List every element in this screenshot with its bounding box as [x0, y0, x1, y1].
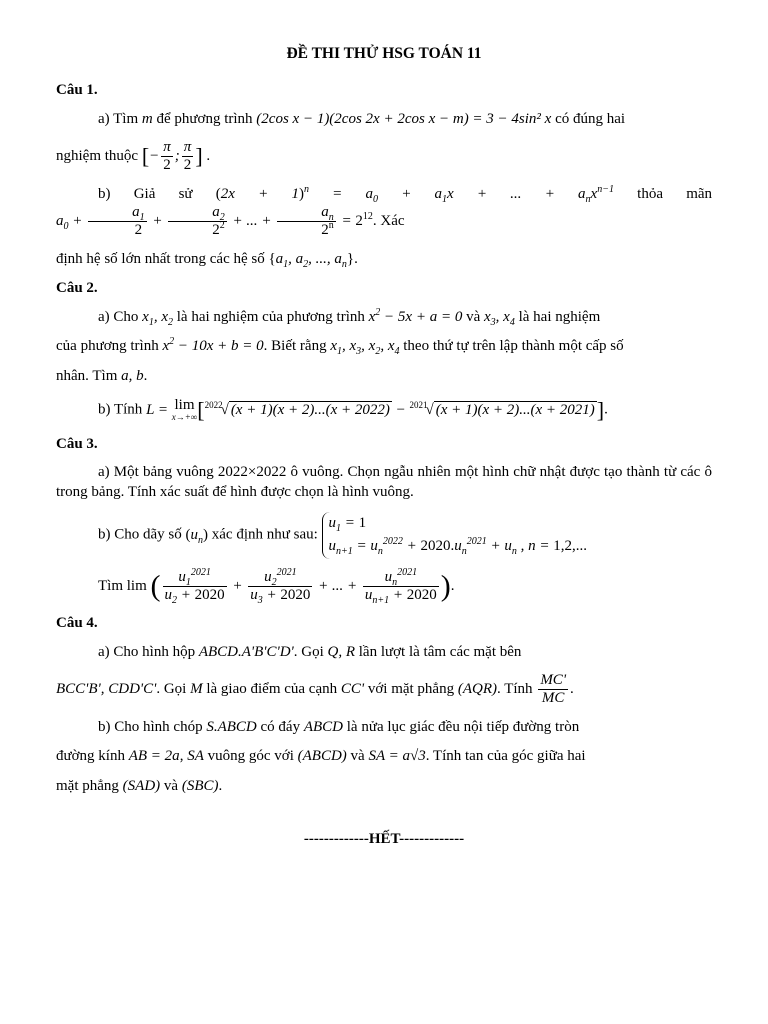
q4b-plane-sad: (SAD) — [122, 777, 161, 794]
q2a-text-mid2: và — [462, 308, 484, 325]
q4b-base-plane: (ABCD) — [297, 748, 347, 765]
q4a-line2-end: . — [570, 681, 574, 698]
q1a-equation: (2cos x − 1)(2cos 2x + 2cos x − m) = 3 − 4sin² x — [256, 110, 552, 127]
question-2b — [56, 396, 712, 425]
q4b-diameter: AB = 2a — [128, 748, 180, 765]
question-4a — [56, 643, 712, 663]
question-1a — [56, 110, 712, 130]
q4a-line2-mid3: với mặt phẳng — [364, 681, 458, 698]
q1b-text-mid: thỏa mãn — [637, 185, 713, 202]
q3b-text-start: b) Cho dãy số — [98, 526, 186, 543]
q1b-text-start: b) Giả sử — [98, 185, 216, 202]
q2a-text-start: a) Cho — [98, 308, 143, 325]
q3b-initial-term: $u_1 = 1$ — [328, 515, 367, 535]
q4a-point-m: M — [190, 681, 203, 698]
question-4-heading: Câu 4. — [56, 615, 98, 632]
q2a-line2-mid: . Biết rằng — [263, 338, 331, 355]
q4b-base: ABCD — [303, 718, 343, 735]
q1a-variable: m — [141, 110, 153, 127]
question-3b — [56, 512, 712, 559]
question-1a-line2 — [56, 139, 712, 175]
question-2a — [56, 308, 712, 328]
q3b-recurrence-system — [322, 512, 588, 559]
question-3a: a) Một bảng vuông 2022×2022 ô vuông. Chọn ngẫu nhiên một hình chữ nhật được tạo thành từ các ô trong bảng. Tính xác suất để hình được chọn là hình vuông. — [56, 464, 712, 500]
q4a-text-mid: . Gọi — [293, 643, 328, 660]
q3b-limit-expression: ( $\frac{u_1^{2021}}{u_2 + 2020}$ + $\frac{u_2^{2021}}{u_3 + 2020}$ + ... + $\frac{u_n^{2021}}{u_{n+1} + 2020}$ ) — [150, 566, 451, 606]
q2a-roots-1: $x_1$, $x_2$ — [142, 308, 174, 328]
question-1-heading: Câu 1. — [56, 82, 98, 99]
q3b-sequence: $(u_n)$ — [185, 526, 208, 546]
q2a-roots-2: $x_3$, $x_4$ — [484, 308, 515, 328]
q1a-text-end: có đúng hai — [551, 110, 626, 127]
q1b-expansion: $(2x + 1)^n = a_0 + a_1x$ + ... + $a_nx^{n-1}$ — [215, 183, 614, 205]
q4b-line2-end: . Tính tan của góc giữa hai — [425, 748, 586, 765]
exam-title: ĐỀ THI THỬ HSG TOÁN 11 — [286, 45, 482, 62]
q1a-interval: [− $\frac{\pi}{2}$ ; $\frac{\pi}{2}$ ] — [141, 139, 203, 174]
q4b-text-mid1: có đáy — [256, 718, 304, 735]
q4b-line2-mid2: vuông góc với — [203, 748, 298, 765]
q4b-text-start: b) Cho hình chóp — [98, 718, 207, 735]
question-3b-find — [56, 566, 712, 606]
q4b-pyramid: S.ABCD — [206, 718, 257, 735]
q4b-line2-mid1: , — [179, 748, 188, 765]
q2a-find-vars: a, b — [121, 367, 144, 384]
q4b-edge-sa: SA — [187, 748, 204, 765]
q4a-line2-mid2: là giao điểm của cạnh — [202, 681, 341, 698]
q2a-equation-2: $x^2 - 10x + b = 0$ — [162, 336, 264, 355]
q4a-text-start: a) Cho hình hộp — [98, 643, 199, 660]
q4a-faces: BCC'B', CDD'C' — [56, 681, 157, 698]
q4a-line2-mid4: . Tính — [497, 681, 537, 698]
q2a-line2-start: của phương trình — [56, 338, 163, 355]
q2a-equation-1: $x^2 - 5x + a = 0$ — [368, 306, 463, 325]
q2a-line2-end: theo thứ tự trên lập thành một cấp số — [399, 338, 624, 355]
q4a-points: Q, R — [327, 643, 355, 660]
q4b-line3-start: mặt phẳng — [56, 777, 123, 794]
question-4b-line3 — [56, 777, 712, 797]
q2a-line3-end: . — [143, 367, 148, 384]
q2b-text-end: . — [604, 401, 608, 418]
q1b-line2-end: . — [354, 250, 358, 267]
q1a-line2-end: . — [206, 148, 211, 165]
q4a-box: ABCD.A'B'C'D' — [198, 643, 294, 660]
q3b-text-mid: xác định như sau: — [208, 526, 322, 543]
q3b-find-text: Tìm lim — [98, 577, 147, 594]
question-3-heading: Câu 3. — [56, 435, 98, 452]
q4a-ratio-numerator: MC' — [538, 672, 568, 690]
q2b-text-start: b) Tính — [98, 401, 147, 418]
q4b-sa-length: SA = a√3 — [368, 748, 426, 765]
question-4a-line2 — [56, 672, 712, 708]
question-2a-line2 — [56, 337, 712, 357]
q1a-line2-text: nghiệm thuộc — [56, 148, 139, 165]
q1a-text-mid: để phương trình — [152, 110, 257, 127]
question-1b-line2 — [56, 250, 712, 270]
q2b-limit-expression: L = lim x→+∞ [$^{2022}$√ (x + 1)(x + 2)...(x + 2022) − $^{2021}$√ (x + 1)(x + 2)...(x + 2021)] — [146, 397, 605, 423]
q2a-sequence: $x_1$, $x_3$, $x_2$, $x_4$ — [330, 338, 400, 358]
q4a-ratio — [538, 672, 568, 708]
q2a-line3-start: nhân. Tìm — [56, 367, 122, 384]
question-1b — [56, 185, 712, 240]
q1b-condition: $a_0$ + $\frac{a_1}{2}$ + $\frac{a_2}{2^2}$ + ... + $\frac{a_n}{2^n}$ = $2^{12}$ — [56, 204, 373, 239]
q4a-text-end: lần lượt là tâm các mặt bên — [355, 643, 522, 660]
question-4b — [56, 718, 712, 738]
q4b-line3-end: . — [218, 777, 223, 794]
question-4b-line2 — [56, 747, 712, 767]
q2a-text-mid1: là hai nghiệm của phương trình — [173, 308, 369, 325]
q3b-find-end: . — [450, 577, 455, 594]
q1b-text-end: . Xác — [372, 213, 405, 230]
q4b-plane-sbc: (SBC) — [181, 777, 219, 794]
q4b-text-mid2: là nửa lục giác đều nội tiếp đường tròn — [343, 718, 580, 735]
end-mark: -------------HẾT------------- — [303, 831, 465, 848]
q4b-line2-mid3: và — [346, 748, 369, 765]
q1a-text-start: a) Tìm — [98, 110, 142, 127]
q2a-text-end: là hai nghiệm — [514, 308, 601, 325]
q1b-coefficient-set: {$a_1$, $a_2$, ..., $a_n$} — [268, 250, 355, 270]
q4b-line2-start: đường kính — [56, 748, 129, 765]
question-2-heading: Câu 2. — [56, 280, 98, 297]
q4a-line2-mid1: . Gọi — [156, 681, 191, 698]
question-2a-line3 — [56, 367, 712, 387]
q4b-line3-mid: và — [160, 777, 182, 794]
q3b-recurrence: $u_{n+1} = u_n^{2022} + 2020.u_n^{2021} + u_n$ , n = 1,2,... — [328, 536, 588, 558]
q1b-line2-text: định hệ số lớn nhất trong các hệ số — [56, 250, 265, 267]
q4a-plane: (AQR) — [457, 681, 497, 698]
q4a-ratio-denominator: MC — [541, 690, 565, 707]
q4a-edge: CC' — [340, 681, 365, 698]
